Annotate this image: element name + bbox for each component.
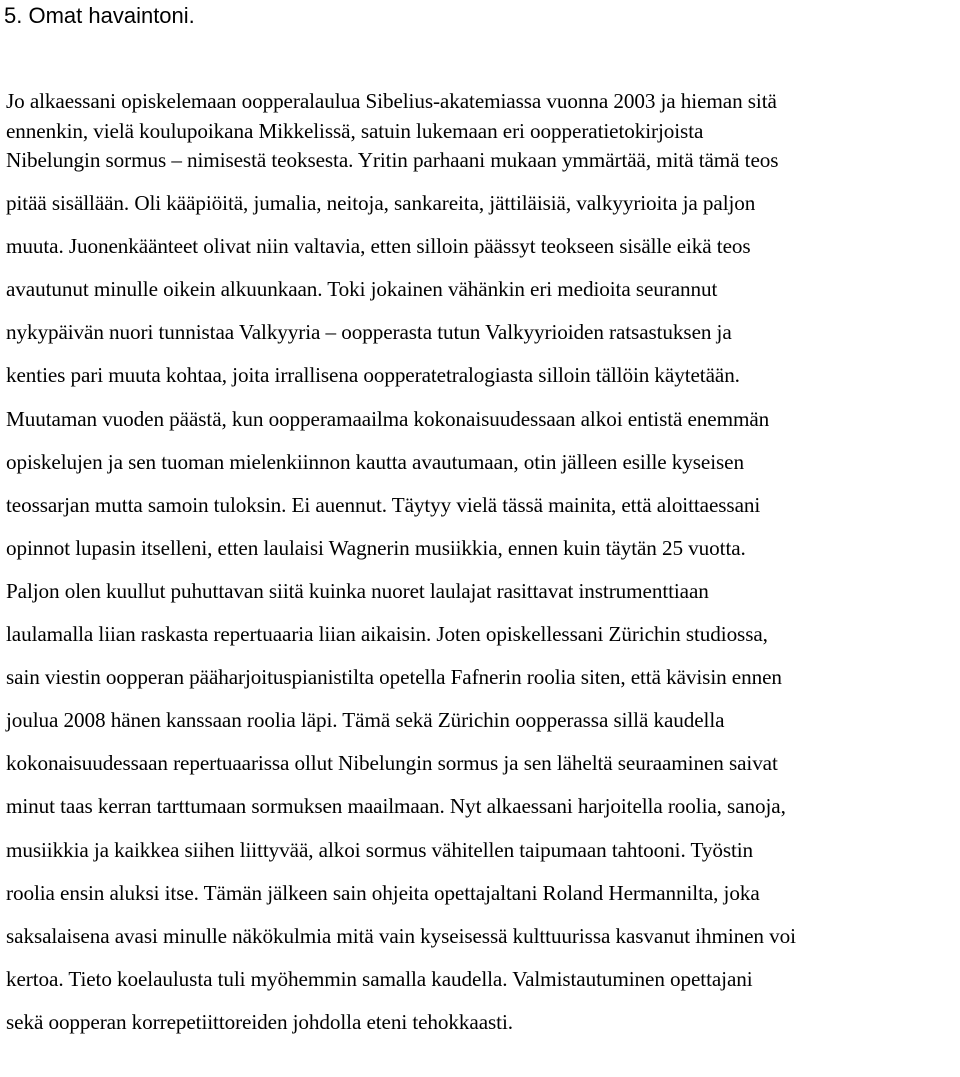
text-line: Muutaman vuoden päästä, kun oopperamaailma kokonaisuudessaan alkoi entistä enemmän (6, 406, 770, 431)
text-line: kenties pari muuta kohtaa, joita irrallisena oopperatetralogiasta silloin tällöin käytetään. (6, 363, 740, 388)
text-line: Paljon olen kuullut puhuttavan siitä kuinka nuoret laulajat rasittavat instrumenttiaan (6, 578, 709, 603)
text-line: teossarjan mutta samoin tuloksin. Ei auennut. Täytyy vielä tässä mainita, että aloittaessani (6, 492, 761, 517)
text-line: saksalaisena avasi minulle näkökulmia mitä vain kyseisessä kulttuurissa kasvanut ihminen voi (6, 923, 796, 948)
body-paragraph (6, 86, 960, 1050)
text-line: avautunut minulle oikein alkuunkaan. Toki jokainen vähänkin eri medioita seurannut (6, 277, 718, 302)
text-line: pitää sisällään. Oli kääpiöitä, jumalia, neitoja, sankareita, jättiläisiä, valkyyrioita ja paljon (6, 191, 756, 216)
text-line: laulamalla liian raskasta repertuaaria liian aikaisin. Joten opiskellessani Zürichin studiossa, (6, 622, 768, 647)
text-line: ennenkin, vielä koulupoikana Mikkelissä, satuin lukemaan eri oopperatietokirjoista (6, 118, 704, 143)
text-line: kokonaisuudessaan repertuaarissa ollut Nibelungin sormus ja sen läheltä seuraaminen saivat (6, 751, 778, 776)
text-line: opiskelujen ja sen tuoman mielenkiinnon kautta avautumaan, otin jälleen esille kyseisen (6, 449, 744, 474)
text-line: sekä oopperan korrepetiittoreiden johdolla eteni tehokkaasti. (6, 1009, 513, 1034)
text-line: Nibelungin sormus – nimisestä teoksesta. Yritin parhaani mukaan ymmärtää, mitä tämä teos (6, 148, 779, 172)
text-line: joulua 2008 hänen kanssaan roolia läpi. Tämä sekä Zürichin oopperassa sillä kaudella (6, 708, 725, 733)
text-line: sain viestin oopperan pääharjoituspianistilta opetella Fafnerin roolia siten, että kävisin ennen (6, 665, 782, 690)
text-line: muuta. Juonenkäänteet olivat niin valtavia, etten silloin päässyt teokseen sisälle eikä teos (6, 234, 751, 259)
text-line: minut taas kerran tarttumaan sormuksen maailmaan. Nyt alkaessani harjoitella roolia, sanoja, (6, 794, 786, 819)
text-line: Jo alkaessani opiskelemaan oopperalaulua Sibelius-akatemiassa vuonna 2003 ja hieman sitä (6, 89, 777, 113)
section-heading: 5. Omat havaintoni. (4, 3, 195, 28)
text-line: kertoa. Tieto koelaulusta tuli myöhemmin samalla kaudella. Valmistautuminen opettajani (6, 966, 753, 991)
text-line: musiikkia ja kaikkea siihen liittyvää, alkoi sormus vähitellen taipumaan tahtooni. Työstin (6, 837, 754, 862)
text-line: roolia ensin aluksi itse. Tämän jälkeen sain ohjeita opettajaltani Roland Hermannilta, joka (6, 880, 760, 905)
text-line: opinnot lupasin itselleni, etten laulaisi Wagnerin musiikkia, ennen kuin täytän 25 vuotta. (6, 535, 746, 560)
text-line: nykypäivän nuori tunnistaa Valkyyria – oopperasta tutun Valkyyrioiden ratsastuksen ja (6, 320, 732, 345)
